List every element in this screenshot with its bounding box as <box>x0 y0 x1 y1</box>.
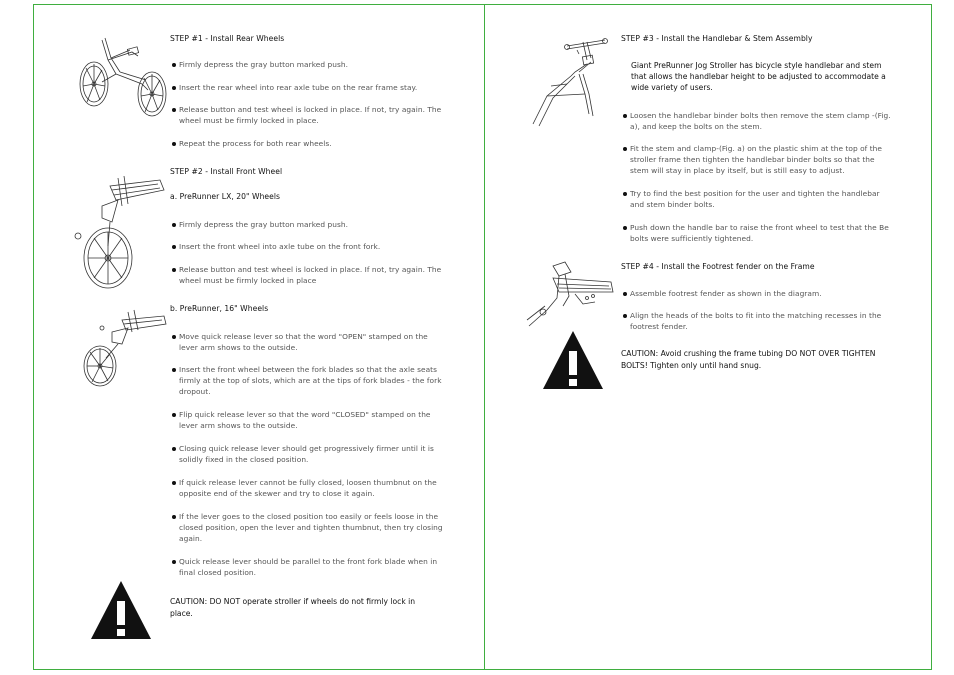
bullet-dot <box>623 147 627 151</box>
list-item: Firmly depress the gray button marked push. <box>172 219 442 230</box>
bullet-dot <box>623 114 627 118</box>
list-item: Release button and test wheel is locked in place. If not, try again. The wheel must be firmly locked in place. <box>172 104 442 126</box>
bullet-dot <box>172 86 176 90</box>
footrest-illustration <box>523 258 617 334</box>
list-item: Fit the stem and clamp-(Fig. a) on the plastic shim at the top of the stroller frame then tighten the handlebar binder bolts so that the stem will stay in place by itself, but is still easy to adjust. <box>623 143 895 176</box>
step2-sub-a: a. PreRunner LX, 20" Wheels <box>170 192 281 201</box>
list-item: Align the heads of the bolts to fit into the matching recesses in the footrest fender. <box>623 310 895 332</box>
bullet-dot <box>172 108 176 112</box>
step3-title: STEP #3 - Install the Handlebar & Stem Assembly <box>621 34 813 43</box>
warning-triangle-icon <box>541 329 605 395</box>
rear-wheels-illustration <box>72 34 170 122</box>
step2-title: STEP #2 - Install Front Wheel <box>170 167 283 176</box>
list-item: Insert the rear wheel into rear axle tube on the rear frame stay. <box>172 82 442 93</box>
bullet-dot <box>623 314 627 318</box>
step3-intro: Giant PreRunner Jog Stroller has bicycle style handlebar and stem that allows the handlebar height to be adjusted to accommodate a wide variety of users. <box>631 61 886 92</box>
bullet-dot <box>172 335 176 339</box>
list-item: Quick release lever should be parallel to the front fork blade when in final closed position. <box>172 556 444 578</box>
front-wheel-16-illustration <box>72 306 170 388</box>
warning-triangle-icon <box>89 579 153 645</box>
page-divider <box>484 4 485 670</box>
bullet-dot <box>623 226 627 230</box>
list-item: Firmly depress the gray button marked push. <box>172 59 442 70</box>
list-item: Insert the front wheel into axle tube on the front fork. <box>172 241 442 252</box>
list-item: Loosen the handlebar binder bolts then remove the stem clamp -(Fig. a), and keep the bolts on the stem. <box>623 110 895 132</box>
caution-text: CAUTION: Avoid crushing the frame tubing DO NOT OVER TIGHTEN BOLTS! Tighten only until hand snug. <box>621 349 876 370</box>
step4-title: STEP #4 - Install the Footrest fender on the Frame <box>621 262 815 271</box>
list-item: Push down the handle bar to raise the front wheel to test that the Be bolts were sufficiently tightened. <box>623 222 895 244</box>
bullet-dot <box>172 560 176 564</box>
bullet-dot <box>172 515 176 519</box>
list-item: Release button and test wheel is locked in place. If not, try again. The wheel must be firmly locked in place <box>172 264 442 286</box>
bullet-dot <box>172 245 176 249</box>
step2-sub-b: b. PreRunner, 16" Wheels <box>170 304 269 313</box>
caution-text: CAUTION: DO NOT operate stroller if wheels do not firmly lock in place. <box>170 597 416 618</box>
list-item: Move quick release lever so that the word "OPEN" stamped on the lever arm shows to the outside. <box>172 331 444 353</box>
list-item: Closing quick release lever should get progressively firmer until it is solidly fixed in the closed position. <box>172 443 444 465</box>
handlebar-illustration <box>527 36 619 132</box>
list-item: If quick release lever cannot be fully closed, loosen thumbnut on the opposite end of the skewer and try to close it again. <box>172 477 444 499</box>
list-item: Assemble footrest fender as shown in the diagram. <box>623 288 895 299</box>
bullet-dot <box>623 192 627 196</box>
bullet-dot <box>172 481 176 485</box>
bullet-dot <box>172 368 176 372</box>
bullet-dot <box>172 268 176 272</box>
bullet-dot <box>623 292 627 296</box>
list-item: Try to find the best position for the user and tighten the handlebar and stem binder bolts. <box>623 188 895 210</box>
bullet-dot <box>172 447 176 451</box>
step1-title: STEP #1 - Install Rear Wheels <box>170 34 285 43</box>
list-item: Flip quick release lever so that the word "CLOSED" stamped on the lever arm shows to the outside. <box>172 409 444 431</box>
bullet-dot <box>172 142 176 146</box>
list-item: Repeat the process for both rear wheels. <box>172 138 442 149</box>
front-wheel-lx-illustration <box>72 166 170 294</box>
list-item: If the lever goes to the closed position too easily or feels loose in the closed position, open the lever and tighten thumbnut, then try closing again. <box>172 511 444 544</box>
bullet-dot <box>172 413 176 417</box>
list-item: Insert the front wheel between the fork blades so that the axle seats firmly at the top of slots, which are at the tips of fork blades - the fork dropout. <box>172 364 444 397</box>
bullet-dot <box>172 223 176 227</box>
bullet-dot <box>172 63 176 67</box>
